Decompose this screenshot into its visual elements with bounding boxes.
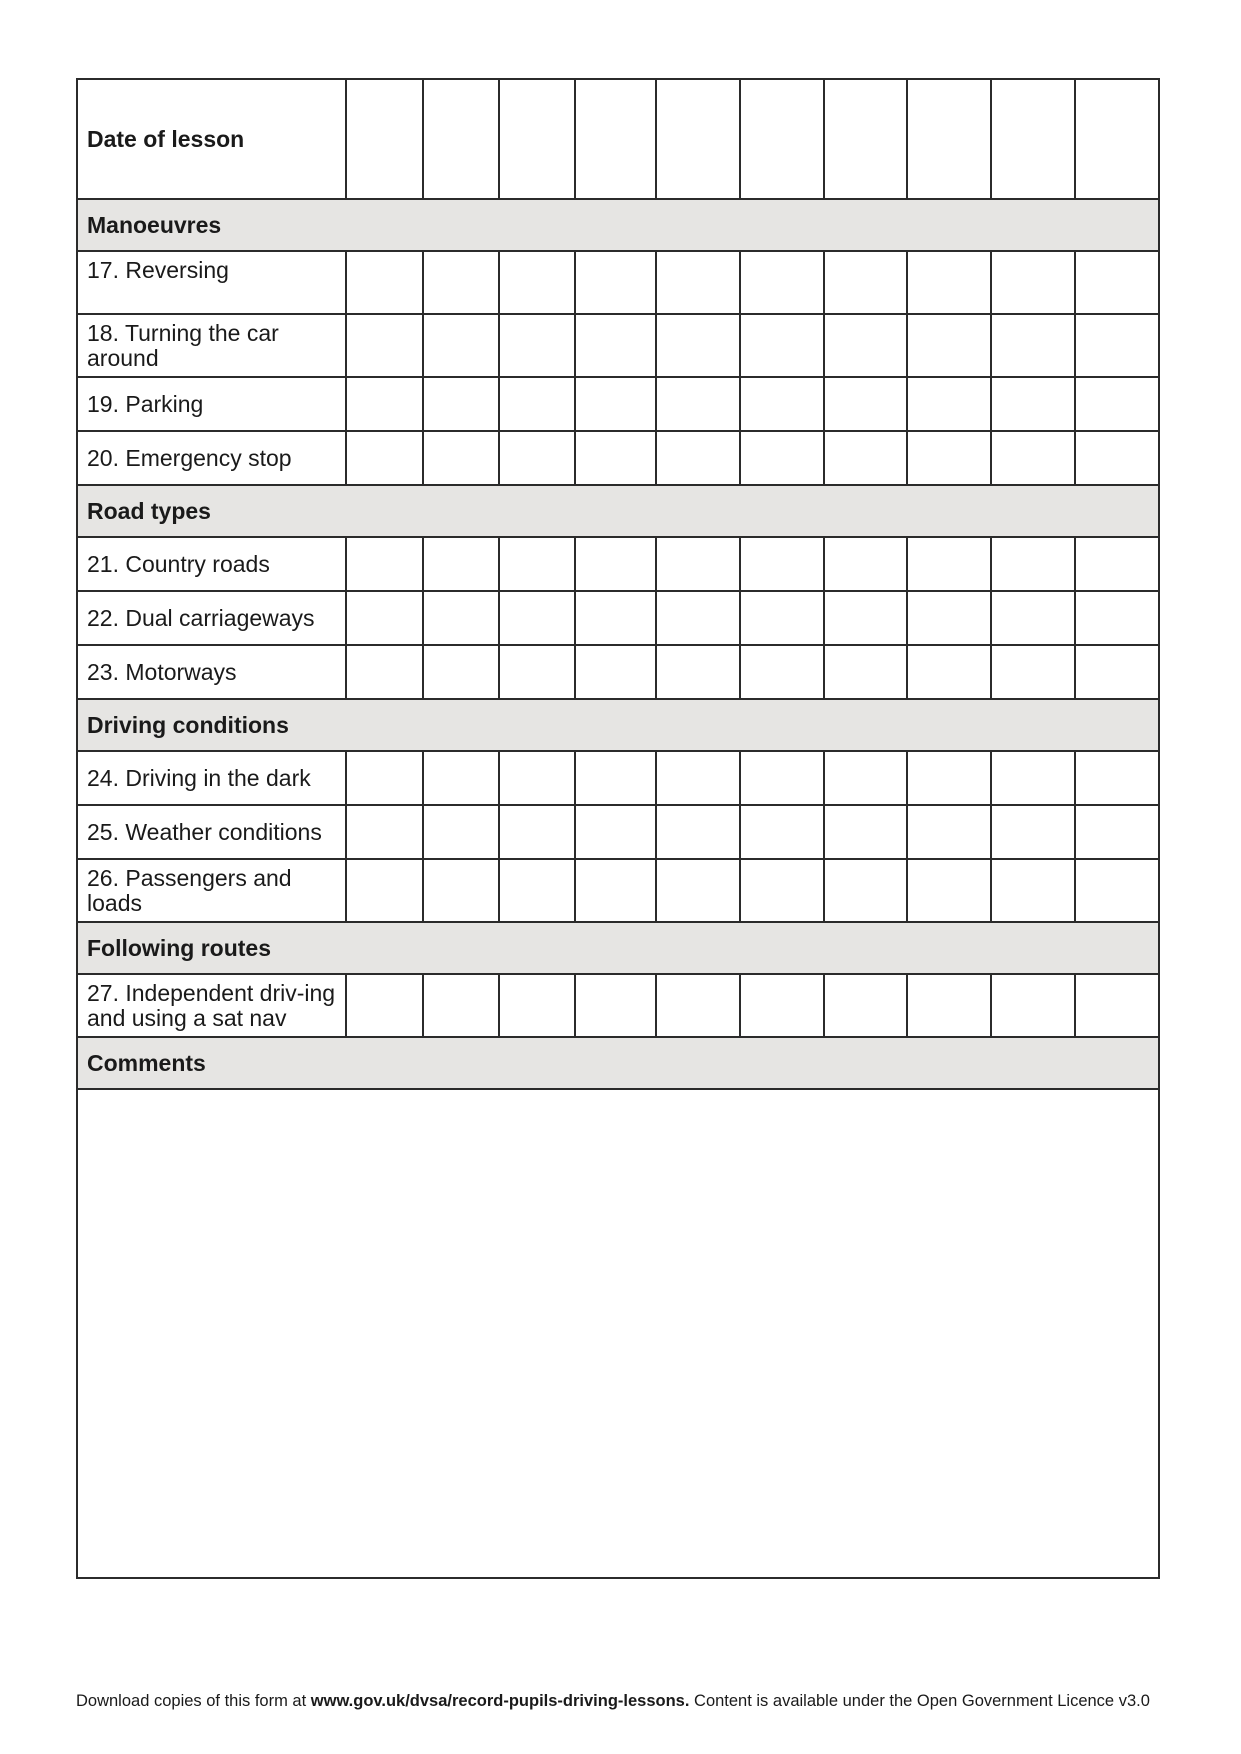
comments-area[interactable]	[77, 1089, 1159, 1578]
tick-cell[interactable]	[824, 537, 907, 591]
skill-row	[77, 377, 1159, 431]
section-header-following-routes	[77, 922, 1159, 974]
tick-cell[interactable]	[1075, 591, 1159, 645]
tick-cell[interactable]	[740, 431, 824, 485]
date-cell[interactable]	[1075, 79, 1159, 199]
tick-cell[interactable]	[824, 645, 907, 699]
tick-cell[interactable]	[423, 974, 499, 1037]
tick-cell[interactable]	[656, 974, 740, 1037]
skill-row	[77, 974, 1159, 1037]
tick-cell[interactable]	[907, 859, 991, 922]
tick-cell[interactable]	[907, 805, 991, 859]
skill-row	[77, 314, 1159, 377]
comments-row	[77, 1089, 1159, 1578]
tick-cell[interactable]	[499, 591, 575, 645]
skill-row	[77, 859, 1159, 922]
skill-label: 27. Independent driv-ing and using a sat nav	[77, 974, 346, 1037]
tick-cell[interactable]	[575, 431, 656, 485]
tick-cell[interactable]	[346, 859, 423, 922]
date-cell[interactable]	[499, 79, 575, 199]
tick-cell[interactable]	[656, 537, 740, 591]
tick-cell[interactable]	[346, 314, 423, 377]
date-of-lesson-label: Date of lesson	[77, 79, 346, 199]
tick-cell[interactable]	[423, 431, 499, 485]
tick-cell[interactable]	[346, 645, 423, 699]
tick-cell[interactable]	[824, 859, 907, 922]
section-title: Road types	[77, 485, 1159, 537]
tick-cell[interactable]	[1075, 645, 1159, 699]
date-cell[interactable]	[656, 79, 740, 199]
tick-cell[interactable]	[423, 537, 499, 591]
tick-cell[interactable]	[824, 251, 907, 314]
comments-label: Comments	[77, 1037, 1159, 1089]
tick-cell[interactable]	[656, 805, 740, 859]
section-header-manoeuvres	[77, 199, 1159, 251]
tick-cell[interactable]	[423, 645, 499, 699]
tick-cell[interactable]	[1075, 251, 1159, 314]
skill-label: 19. Parking	[77, 377, 346, 431]
tick-cell[interactable]	[907, 251, 991, 314]
tick-cell[interactable]	[740, 377, 824, 431]
section-header-driving-conditions	[77, 699, 1159, 751]
tick-cell[interactable]	[1075, 751, 1159, 805]
skill-row	[77, 645, 1159, 699]
tick-cell[interactable]	[991, 591, 1075, 645]
skill-label: 20. Emergency stop	[77, 431, 346, 485]
tick-cell[interactable]	[907, 431, 991, 485]
tick-cell[interactable]	[907, 314, 991, 377]
skill-row	[77, 751, 1159, 805]
skill-label: 24. Driving in the dark	[77, 751, 346, 805]
tick-cell[interactable]	[499, 251, 575, 314]
tick-cell[interactable]	[575, 974, 656, 1037]
skill-label: 17. Reversing	[77, 251, 346, 314]
tick-cell[interactable]	[824, 591, 907, 645]
tick-cell[interactable]	[656, 431, 740, 485]
tick-cell[interactable]	[824, 314, 907, 377]
tick-cell[interactable]	[575, 251, 656, 314]
tick-cell[interactable]	[907, 591, 991, 645]
footer-link[interactable]: www.gov.uk/dvsa/record-pupils-driving-lessons.	[310, 1692, 690, 1710]
tick-cell[interactable]	[499, 859, 575, 922]
skill-label: 21. Country roads	[77, 537, 346, 591]
tick-cell[interactable]	[1075, 805, 1159, 859]
tick-cell[interactable]	[740, 974, 824, 1037]
tick-cell[interactable]	[907, 974, 991, 1037]
tick-cell[interactable]	[575, 751, 656, 805]
skill-row	[77, 805, 1159, 859]
date-cell[interactable]	[824, 79, 907, 199]
tick-cell[interactable]	[1075, 314, 1159, 377]
tick-cell[interactable]	[991, 431, 1075, 485]
skill-row	[77, 591, 1159, 645]
tick-cell[interactable]	[575, 805, 656, 859]
tick-cell[interactable]	[991, 251, 1075, 314]
tick-cell[interactable]	[824, 751, 907, 805]
tick-cell[interactable]	[346, 974, 423, 1037]
date-cell[interactable]	[991, 79, 1075, 199]
tick-cell[interactable]	[824, 431, 907, 485]
skill-label: 23. Motorways	[77, 645, 346, 699]
skill-label: 22. Dual carriageways	[77, 591, 346, 645]
tick-cell[interactable]	[499, 645, 575, 699]
skill-row	[77, 431, 1159, 485]
tick-cell[interactable]	[423, 751, 499, 805]
tick-cell[interactable]	[423, 377, 499, 431]
tick-cell[interactable]	[1075, 974, 1159, 1037]
tick-cell[interactable]	[907, 377, 991, 431]
tick-cell[interactable]	[499, 974, 575, 1037]
tick-cell[interactable]	[346, 751, 423, 805]
tick-cell[interactable]	[907, 751, 991, 805]
tick-cell[interactable]	[991, 314, 1075, 377]
tick-cell[interactable]	[575, 537, 656, 591]
date-cell[interactable]	[740, 79, 824, 199]
tick-cell[interactable]	[499, 377, 575, 431]
tick-cell[interactable]	[499, 431, 575, 485]
tick-cell[interactable]	[423, 314, 499, 377]
skill-label: 25. Weather conditions	[77, 805, 346, 859]
tick-cell[interactable]	[656, 751, 740, 805]
tick-cell[interactable]	[656, 645, 740, 699]
tick-cell[interactable]	[907, 537, 991, 591]
tick-cell[interactable]	[991, 974, 1075, 1037]
tick-cell[interactable]	[740, 314, 824, 377]
tick-cell[interactable]	[1075, 859, 1159, 922]
tick-cell[interactable]	[740, 537, 824, 591]
tick-cell[interactable]	[1075, 377, 1159, 431]
skill-label: 26. Passengers and loads	[77, 859, 346, 922]
tick-cell[interactable]	[991, 859, 1075, 922]
date-cell[interactable]	[907, 79, 991, 199]
tick-cell[interactable]	[656, 251, 740, 314]
tick-cell[interactable]	[575, 645, 656, 699]
tick-cell[interactable]	[346, 591, 423, 645]
tick-cell[interactable]	[423, 859, 499, 922]
tick-cell[interactable]	[656, 591, 740, 645]
tick-cell[interactable]	[575, 859, 656, 922]
tick-cell[interactable]	[656, 377, 740, 431]
tick-cell[interactable]	[575, 377, 656, 431]
tick-cell[interactable]	[991, 377, 1075, 431]
date-cell[interactable]	[346, 79, 423, 199]
tick-cell[interactable]	[1075, 537, 1159, 591]
lesson-record-table	[76, 78, 1160, 1579]
footer-prefix: Download copies of this form at	[76, 1692, 311, 1710]
skill-row	[77, 251, 1159, 314]
skill-row	[77, 537, 1159, 591]
tick-cell[interactable]	[499, 805, 575, 859]
tick-cell[interactable]	[499, 537, 575, 591]
footer-suffix: Content is available under the Open Government Licence v3.0	[689, 1692, 1150, 1710]
tick-cell[interactable]	[991, 805, 1075, 859]
section-header-comments	[77, 1037, 1159, 1089]
tick-cell[interactable]	[740, 751, 824, 805]
tick-cell[interactable]	[740, 645, 824, 699]
tick-cell[interactable]	[346, 805, 423, 859]
tick-cell[interactable]	[740, 859, 824, 922]
tick-cell[interactable]	[575, 591, 656, 645]
tick-cell[interactable]	[346, 537, 423, 591]
section-header-road-types	[77, 485, 1159, 537]
tick-cell[interactable]	[346, 431, 423, 485]
section-title: Following routes	[77, 922, 1159, 974]
tick-cell[interactable]	[499, 314, 575, 377]
tick-cell[interactable]	[346, 251, 423, 314]
tick-cell[interactable]	[423, 251, 499, 314]
date-row	[77, 79, 1159, 199]
section-title: Manoeuvres	[77, 199, 1159, 251]
skill-label: 18. Turning the car around	[77, 314, 346, 377]
date-cell[interactable]	[423, 79, 499, 199]
tick-cell[interactable]	[824, 805, 907, 859]
footer-note	[76, 1692, 1176, 1711]
tick-cell[interactable]	[740, 251, 824, 314]
tick-cell[interactable]	[1075, 431, 1159, 485]
date-cell[interactable]	[575, 79, 656, 199]
tick-cell[interactable]	[423, 591, 499, 645]
tick-cell[interactable]	[991, 751, 1075, 805]
tick-cell[interactable]	[656, 314, 740, 377]
tick-cell[interactable]	[991, 537, 1075, 591]
tick-cell[interactable]	[991, 645, 1075, 699]
tick-cell[interactable]	[346, 377, 423, 431]
tick-cell[interactable]	[740, 591, 824, 645]
tick-cell[interactable]	[740, 805, 824, 859]
tick-cell[interactable]	[423, 805, 499, 859]
tick-cell[interactable]	[824, 377, 907, 431]
tick-cell[interactable]	[907, 645, 991, 699]
section-title: Driving conditions	[77, 699, 1159, 751]
tick-cell[interactable]	[575, 314, 656, 377]
tick-cell[interactable]	[824, 974, 907, 1037]
tick-cell[interactable]	[499, 751, 575, 805]
tick-cell[interactable]	[656, 859, 740, 922]
